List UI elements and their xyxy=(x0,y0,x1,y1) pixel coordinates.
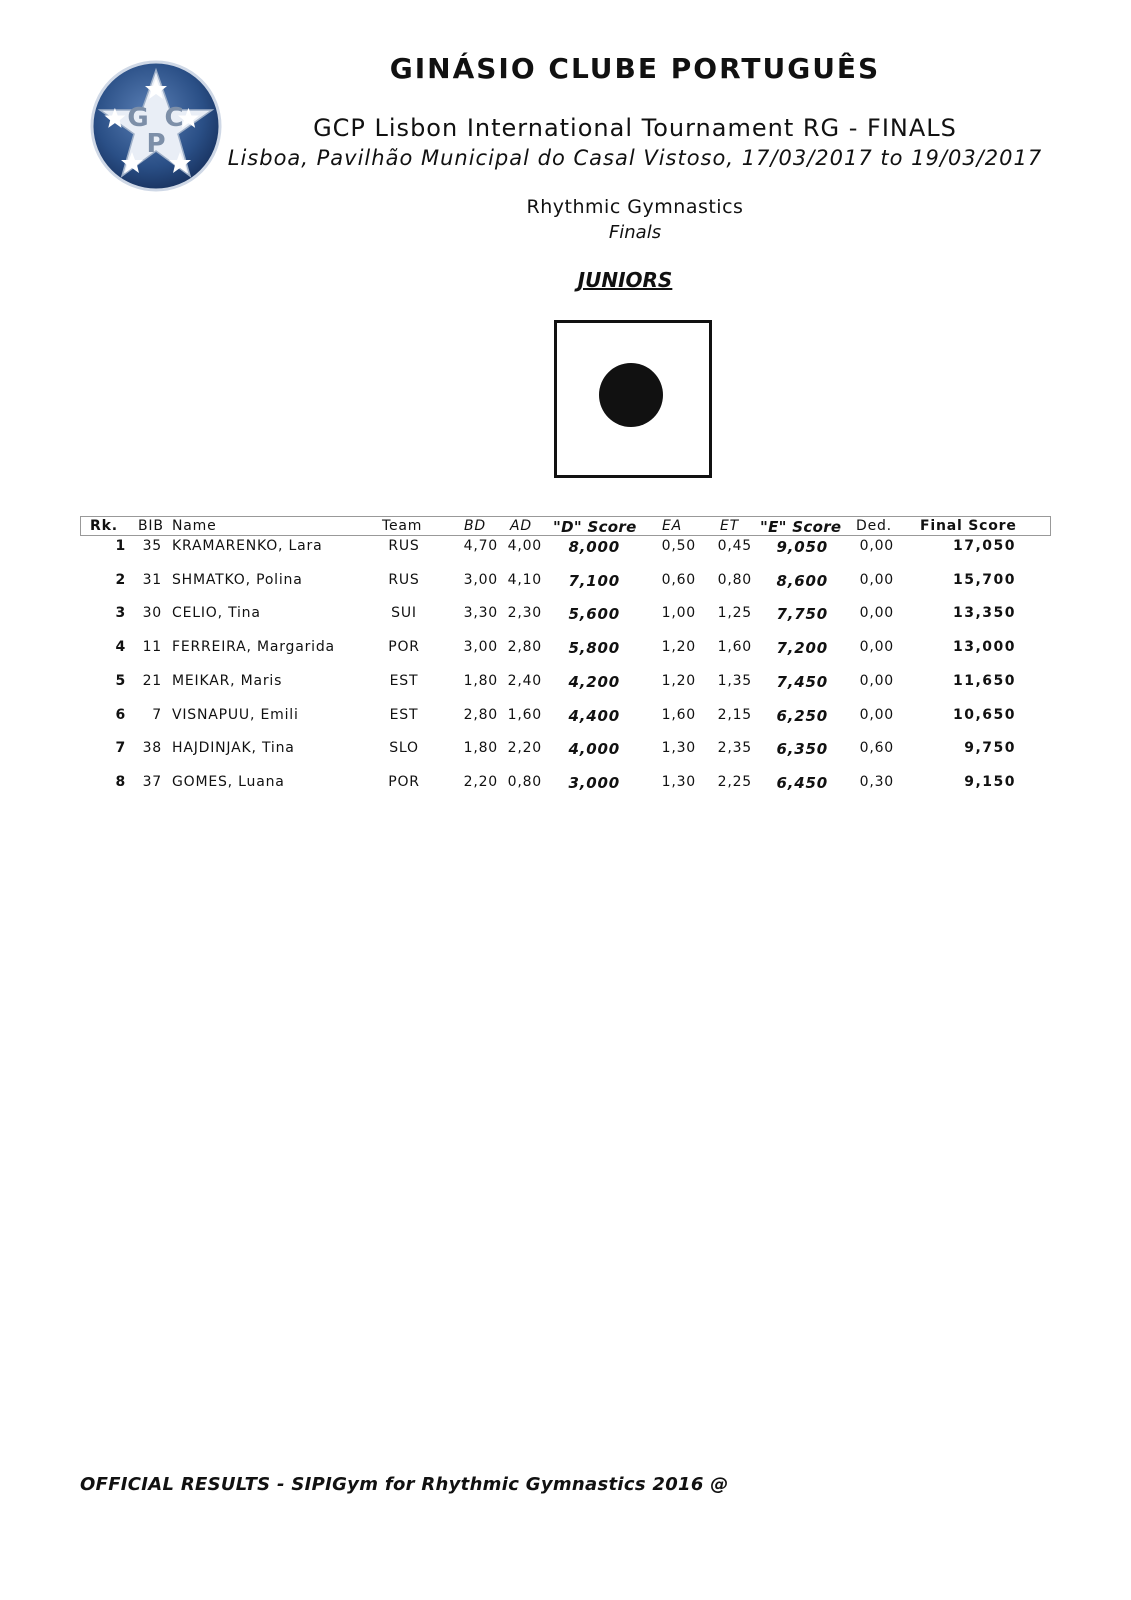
cell-dscore: 5,800 xyxy=(568,639,620,658)
header-ea: EA xyxy=(662,518,683,534)
cell-name: VISNAPUU, Emili xyxy=(172,706,299,723)
cell-ded: 0,60 xyxy=(859,740,894,757)
cell-rk: 1 xyxy=(115,538,126,554)
table-row xyxy=(0,673,1131,693)
cell-dscore: 5,600 xyxy=(568,605,620,624)
cell-ea: 0,50 xyxy=(661,538,696,554)
cell-ded: 0,00 xyxy=(859,571,894,588)
header-final-score: Final Score xyxy=(920,518,1017,534)
organization-title: GINÁSIO CLUBE PORTUGUÊS xyxy=(389,52,881,85)
header-name: Name xyxy=(172,518,217,534)
cell-rk: 5 xyxy=(115,672,126,689)
cell-final: 10,650 xyxy=(952,706,1016,723)
table-row xyxy=(0,639,1131,659)
cell-ad: 0,80 xyxy=(507,773,542,790)
header-team: Team xyxy=(382,518,423,534)
cell-name: GOMES, Luana xyxy=(172,773,285,790)
cell-rk: 2 xyxy=(115,571,126,588)
cell-team: SLO xyxy=(389,740,419,757)
cell-team: EST xyxy=(389,672,419,689)
cell-ea: 1,30 xyxy=(661,773,696,790)
cell-bib: 35 xyxy=(142,538,162,554)
cell-name: HAJDINJAK, Tina xyxy=(172,740,295,757)
cell-et: 1,35 xyxy=(717,672,752,689)
table-row xyxy=(0,740,1131,760)
cell-ad: 1,60 xyxy=(507,706,542,723)
cell-escore: 6,250 xyxy=(776,706,828,725)
header-et: ET xyxy=(720,518,739,534)
cell-bd: 1,80 xyxy=(463,672,498,689)
cell-escore: 9,050 xyxy=(776,538,828,556)
event-venue: Lisboa, Pavilhão Municipal do Casal Vistoso, 17/03/2017 to 19/03/2017 xyxy=(227,146,1043,170)
cell-dscore: 4,000 xyxy=(568,740,620,759)
category-title: JUNIORS xyxy=(577,268,673,292)
cell-escore: 7,200 xyxy=(776,639,828,658)
cell-bib: 11 xyxy=(142,639,162,656)
phase: Finals xyxy=(608,222,662,243)
table-row xyxy=(0,538,1131,558)
cell-team: EST xyxy=(389,706,419,723)
header-e-score: "E" Score xyxy=(760,518,842,536)
cell-bd: 3,30 xyxy=(463,605,498,622)
cell-name: SHMATKO, Polina xyxy=(172,571,303,588)
cell-bib: 31 xyxy=(142,571,162,588)
cell-escore: 8,600 xyxy=(776,571,828,590)
cell-rk: 7 xyxy=(115,740,126,757)
cell-ad: 4,10 xyxy=(507,571,542,588)
logo-letter-c: C xyxy=(164,103,184,133)
header-rank: Rk. xyxy=(90,518,118,534)
cell-bd: 3,00 xyxy=(463,571,498,588)
header-bd: BD xyxy=(464,518,486,534)
cell-escore: 7,750 xyxy=(776,605,828,624)
cell-ea: 1,20 xyxy=(661,639,696,656)
cell-rk: 4 xyxy=(115,639,126,656)
cell-bib: 30 xyxy=(142,605,162,622)
cell-ded: 0,00 xyxy=(859,639,894,656)
cell-team: RUS xyxy=(388,538,420,554)
cell-bd: 4,70 xyxy=(463,538,498,554)
cell-name: FERREIRA, Margarida xyxy=(172,639,335,656)
cell-bib: 37 xyxy=(142,773,162,790)
cell-final: 13,000 xyxy=(952,639,1016,656)
cell-team: SUI xyxy=(391,605,417,622)
cell-escore: 6,450 xyxy=(776,773,828,792)
cell-et: 2,35 xyxy=(717,740,752,757)
cell-ea: 1,00 xyxy=(661,605,696,622)
cell-dscore: 7,100 xyxy=(568,571,620,590)
cell-final: 9,150 xyxy=(964,773,1016,790)
cell-ea: 0,60 xyxy=(661,571,696,588)
cell-final: 15,700 xyxy=(952,571,1016,588)
cell-rk: 8 xyxy=(115,773,126,790)
event-title: GCP Lisbon International Tournament RG - FINALS xyxy=(313,114,957,142)
cell-dscore: 4,400 xyxy=(568,706,620,725)
cell-team: POR xyxy=(388,639,420,656)
cell-et: 0,45 xyxy=(717,538,752,554)
cell-final: 9,750 xyxy=(964,740,1016,757)
header-d-score: "D" Score xyxy=(553,518,637,536)
cell-bib: 21 xyxy=(142,672,162,689)
cell-final: 17,050 xyxy=(952,538,1016,554)
cell-ded: 0,00 xyxy=(859,605,894,622)
cell-final: 13,350 xyxy=(952,605,1016,622)
logo-letter-g: G xyxy=(127,103,149,133)
cell-name: CELIO, Tina xyxy=(172,605,261,622)
cell-ad: 2,80 xyxy=(507,639,542,656)
table-row xyxy=(0,572,1131,592)
cell-bib: 7 xyxy=(152,706,162,723)
cell-ded: 0,00 xyxy=(859,672,894,689)
cell-ea: 1,20 xyxy=(661,672,696,689)
header-ad: AD xyxy=(510,518,532,534)
cell-name: MEIKAR, Maris xyxy=(172,672,283,689)
cell-et: 1,25 xyxy=(717,605,752,622)
cell-rk: 3 xyxy=(115,605,126,622)
footer-official-results: OFFICIAL RESULTS - SIPIGym for Rhythmic Gymnastics 2016 @ xyxy=(80,1474,729,1495)
cell-bd: 3,00 xyxy=(463,639,498,656)
cell-bib: 38 xyxy=(142,740,162,757)
cell-ded: 0,30 xyxy=(859,773,894,790)
cell-et: 2,25 xyxy=(717,773,752,790)
cell-final: 11,650 xyxy=(952,672,1016,689)
cell-ea: 1,30 xyxy=(661,740,696,757)
cell-dscore: 8,000 xyxy=(568,538,620,556)
header-deduction: Ded. xyxy=(856,518,892,534)
cell-ad: 2,20 xyxy=(507,740,542,757)
cell-escore: 7,450 xyxy=(776,672,828,691)
cell-escore: 6,350 xyxy=(776,740,828,759)
table-row xyxy=(0,774,1131,794)
cell-ad: 4,00 xyxy=(507,538,542,554)
cell-ea: 1,60 xyxy=(661,706,696,723)
cell-bd: 2,80 xyxy=(463,706,498,723)
table-row xyxy=(0,605,1131,625)
table-row xyxy=(0,707,1131,727)
cell-team: RUS xyxy=(388,571,420,588)
ball-icon xyxy=(554,320,712,478)
cell-dscore: 4,200 xyxy=(568,672,620,691)
header-bib: BIB xyxy=(138,518,164,534)
cell-dscore: 3,000 xyxy=(568,773,620,792)
cell-ad: 2,30 xyxy=(507,605,542,622)
cell-et: 1,60 xyxy=(717,639,752,656)
cell-ad: 2,40 xyxy=(507,672,542,689)
cell-rk: 6 xyxy=(115,706,126,723)
cell-bd: 2,20 xyxy=(463,773,498,790)
logo-letter-p: P xyxy=(146,129,166,159)
cell-et: 0,80 xyxy=(717,571,752,588)
cell-team: POR xyxy=(388,773,420,790)
cell-ded: 0,00 xyxy=(859,706,894,723)
cell-et: 2,15 xyxy=(717,706,752,723)
discipline: Rhythmic Gymnastics xyxy=(526,196,744,218)
cell-name: KRAMARENKO, Lara xyxy=(172,538,323,554)
cell-ded: 0,00 xyxy=(859,538,894,554)
cell-bd: 1,80 xyxy=(463,740,498,757)
